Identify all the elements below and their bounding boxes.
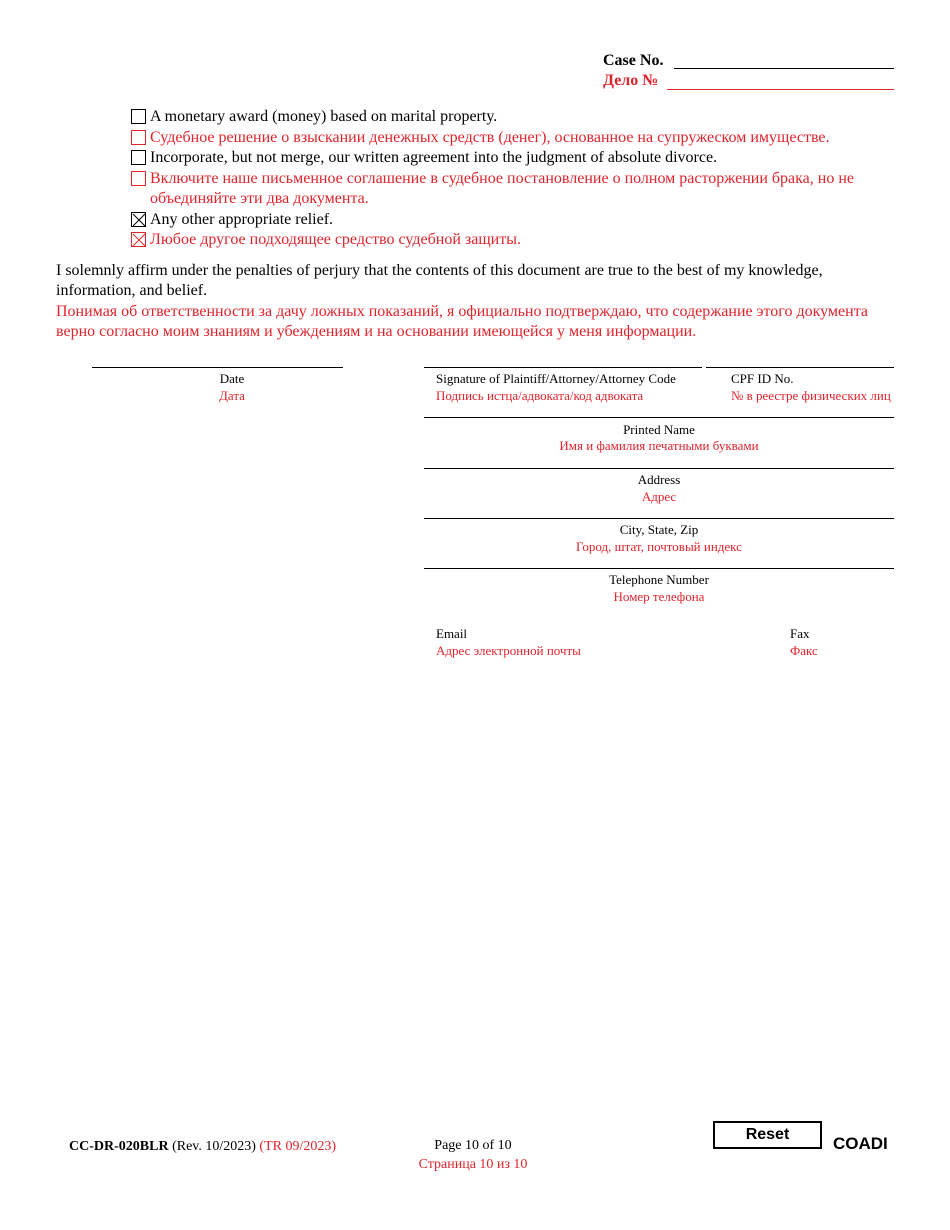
- signature-label-ru: Подпись истца/адвоката/код адвоката: [436, 388, 644, 403]
- case-no-field-ru[interactable]: [667, 89, 894, 90]
- address-line[interactable]: [424, 468, 894, 469]
- telephone-label: Telephone Number: [609, 572, 709, 587]
- other-relief-checkbox-ru[interactable]: [131, 232, 146, 247]
- printed-name-line[interactable]: [424, 417, 894, 418]
- incorporate-agreement-checkbox-ru[interactable]: [131, 171, 146, 186]
- city-state-zip-line[interactable]: [424, 518, 894, 519]
- cpf-line[interactable]: [706, 367, 894, 368]
- check-x-icon: [132, 213, 147, 228]
- signature-line[interactable]: [424, 367, 702, 368]
- option-label: Incorporate, but not merge, our written agreement into the judgment of absolute divorce.: [150, 149, 718, 166]
- option-label: Включите наше письменное соглашение в судебное постановление о полном расторжении брака, но не объединяйте эти два документа.: [150, 170, 855, 207]
- option-label: Any other appropriate relief.: [150, 211, 334, 228]
- fax-label-ru: Факс: [790, 643, 818, 658]
- case-no-label-ru: Дело №: [603, 72, 659, 89]
- case-no-label: Case No.: [603, 52, 664, 69]
- page-number-ru: Страница 10 из 10: [418, 1157, 528, 1172]
- case-no-field[interactable]: [674, 68, 894, 69]
- printed-name-label: Printed Name: [623, 422, 695, 437]
- option-label: Любое другое подходящее средство судебной защиты.: [150, 231, 521, 248]
- affirmation-text-ru: Понимая об ответственности за дачу ложных показаний, я официально подтверждаю, что содержание этого документа верно согласно моим знаниям и убеждениям и на основании имеющейся у меня информации.: [56, 303, 868, 340]
- address-label-ru: Адрес: [641, 489, 677, 504]
- email-label-ru: Адрес электронной почты: [436, 643, 581, 658]
- form-code: CC-DR-020BLR: [69, 1139, 169, 1154]
- form-identifier: [69, 1139, 336, 1155]
- date-label: Date: [219, 371, 245, 386]
- monetary-award-checkbox[interactable]: [131, 109, 146, 124]
- coadi-label: COADI: [833, 1134, 888, 1153]
- option-label: A monetary award (money) based on marital property.: [150, 108, 498, 125]
- email-label: Email: [436, 626, 468, 641]
- translation-revision: (TR 09/2023): [259, 1139, 337, 1154]
- telephone-label-ru: Номер телефона: [613, 589, 705, 604]
- signature-label: Signature of Plaintiff/Attorney/Attorney Code: [436, 371, 676, 386]
- other-relief-checkbox[interactable]: [131, 212, 146, 227]
- check-x-icon: [132, 233, 147, 248]
- option-label: Судебное решение о взыскании денежных средств (денег), основанное на супружеском имуществе.: [150, 129, 830, 146]
- telephone-line[interactable]: [424, 568, 894, 569]
- cpf-label: CPF ID No.: [731, 371, 794, 386]
- fax-label: Fax: [790, 626, 810, 641]
- date-label-ru: Дата: [219, 388, 245, 403]
- address-label: Address: [637, 472, 681, 487]
- page-number: Page 10 of 10: [434, 1138, 512, 1153]
- cpf-label-ru: № в реестре физических лиц: [731, 388, 891, 403]
- printed-name-label-ru: Имя и фамилия печатными буквами: [559, 438, 759, 453]
- form-revision: (Rev. 10/2023): [172, 1139, 256, 1154]
- reset-button[interactable]: Reset: [713, 1121, 822, 1149]
- city-state-zip-label-ru: Город, штат, почтовый индекс: [576, 539, 742, 554]
- affirmation-text: I solemnly affirm under the penalties of perjury that the contents of this document are true to the best of my knowledge, information, and belief.: [56, 262, 823, 299]
- date-line[interactable]: [92, 367, 343, 368]
- incorporate-agreement-checkbox[interactable]: [131, 150, 146, 165]
- monetary-award-checkbox-ru[interactable]: [131, 130, 146, 145]
- city-state-zip-label: City, State, Zip: [619, 522, 699, 537]
